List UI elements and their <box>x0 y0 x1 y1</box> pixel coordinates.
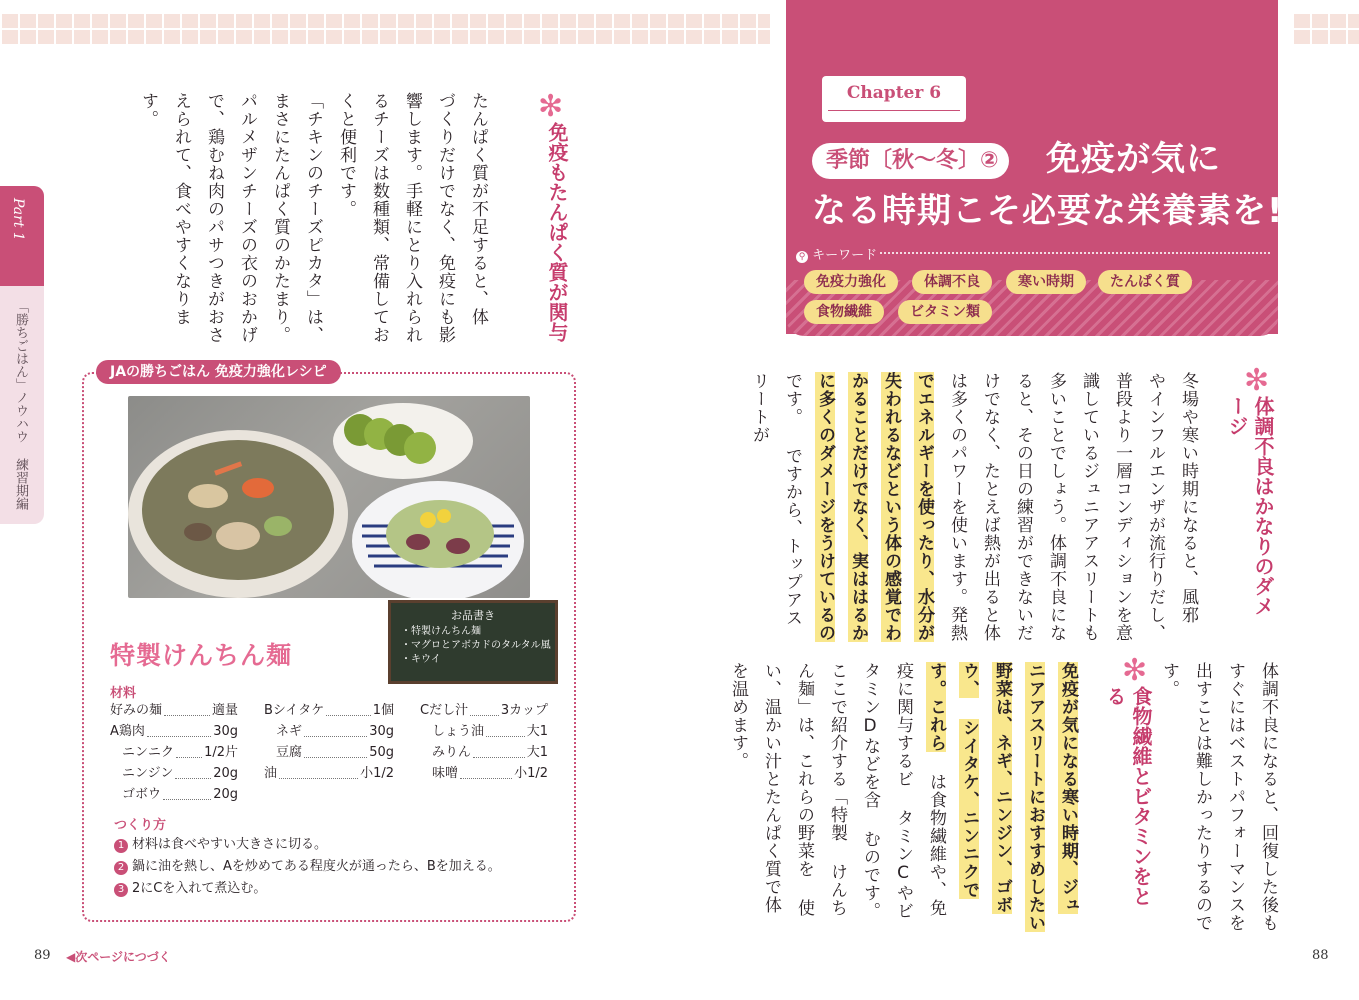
highlighted-line: でエネルギーを使ったり、水分が <box>914 372 934 642</box>
body-line: るチーズは数種類、常備してお <box>369 92 389 344</box>
menu-item: ・特製けんちん麺 <box>401 626 481 637</box>
body-line: です。 <box>782 372 802 426</box>
ingredient-row: みりん 大1 <box>432 745 548 760</box>
chapter-badge: Chapter 6 <box>822 76 966 122</box>
ingredient-row: 油 小1/2 <box>264 766 394 781</box>
body-line: す。 <box>1159 662 1179 698</box>
body-line: で、鶏むね肉のパサつきがおさ <box>204 92 224 344</box>
body-line: たんぱく質が不足すると、体 <box>468 92 488 326</box>
keyword-chip: 寒い時期 <box>1006 270 1086 294</box>
step: 2 鍋に油を熱し、Aを炒めてある程度火が通ったら、Bを加える。 <box>114 856 554 878</box>
keyword-chip: ビタミン類 <box>898 300 992 324</box>
dish-photo <box>128 396 530 598</box>
ingredient-row: Cだし汁 3カップ <box>420 703 548 718</box>
body-line: けでなく、たとえば熱が出ると体 <box>980 372 1000 642</box>
step: 3 2にCを入れて煮込む。 <box>114 878 554 900</box>
part-label: Part 1 <box>10 198 26 241</box>
part-tab-text: 「勝ちごはん」ノウハウ 練習期編 <box>13 300 28 510</box>
ingredient-row: ニンニク 1/2片 <box>122 745 238 760</box>
body-line: タミンCやビタミンDなどを含 <box>860 662 913 920</box>
keyword-label: ⚲ キーワード <box>796 244 877 263</box>
page-title-line1: 免疫が気に <box>1046 139 1221 179</box>
body-line: 冬場や寒い時期になると、風邪 <box>1178 372 1198 624</box>
body-line: パルメザンチーズの衣のおかげ <box>237 92 257 344</box>
body-line: ると、その日の練習ができないだ <box>1013 372 1033 642</box>
keyword-chip: 食物繊維 <box>804 300 884 324</box>
step-number: 3 <box>114 883 128 897</box>
ingredient-row: 味噌 小1/2 <box>432 766 548 781</box>
steps-heading: つくり方 <box>114 818 167 833</box>
ingredient-row: 豆腐 50g <box>276 745 394 760</box>
section-heading-protein: 免疫もたんぱく質が関与 <box>545 122 569 342</box>
asterisk-icon: ✻ <box>1122 653 1148 688</box>
highlighted-line: ニアアスリートにおすすめしたい <box>1025 662 1045 932</box>
body-line: ですから、トップアスリートが <box>749 372 802 627</box>
ingredient-row: 好みの麺 適量 <box>110 703 238 718</box>
ingredient-row: しょう油 大1 <box>432 724 548 739</box>
recipe-label: JAの勝ちごはん 免疫力強化レシピ <box>96 360 341 384</box>
body-line: 体調不良になると、回復した後も <box>1258 662 1278 932</box>
section-body-illness-cont <box>1159 662 1284 934</box>
body-line: やインフルエンザが流行りだし、 <box>1145 372 1165 642</box>
season-badge: 季節〔秋〜冬〕② <box>812 143 1009 179</box>
body-line: は多くのパワーを使います。発熱 <box>947 372 967 642</box>
body-line: すぐにはベストパフォーマンスを <box>1225 662 1245 932</box>
section-body-protein <box>138 92 494 352</box>
ingredient-row: ニンジン 20g <box>122 766 238 781</box>
body-line: けんちん麺」は、これらの野菜を <box>794 662 847 917</box>
menu-board-title: お品書き <box>451 609 495 622</box>
step: 1 材料は食べやすい大きさに切る。 <box>114 834 554 856</box>
highlighted-line: 野菜は、ネギ、ニンジン、ゴボウ、 <box>959 662 1012 914</box>
dish-photo-illustration <box>128 396 530 598</box>
body-line: づくりだけでなく、免疫にも影 <box>435 92 455 344</box>
highlighted-line: かることだけでなく、実ははるか <box>848 372 868 642</box>
body-line: 使い、温かい汁とたんぱく質で体 <box>761 662 814 917</box>
keyword-chip: たんぱく質 <box>1098 270 1192 294</box>
section-body-fiber <box>728 662 1084 934</box>
highlighted-line: に多くのダメージをうけているの <box>815 372 835 642</box>
continue-link[interactable]: ◀次ページにつづく <box>66 950 171 964</box>
keyword-chip: 免疫力強化 <box>804 270 898 294</box>
body-line: 多いことでしょう。体調不良にな <box>1046 372 1066 642</box>
ingredients-col-2 <box>264 700 394 784</box>
top-pattern-right <box>1292 14 1359 46</box>
ingredient-row: ネギ 30g <box>276 724 394 739</box>
keyword-chip: 体調不良 <box>912 270 992 294</box>
ingredients-col-3 <box>420 700 548 784</box>
body-line: 出すことは難しかったりするので <box>1192 662 1212 932</box>
asterisk-icon: ✻ <box>538 89 564 124</box>
highlighted-line: 免疫が気になる寒い時期、ジュ <box>1058 662 1078 914</box>
ingredient-row: ゴボウ 20g <box>122 787 238 802</box>
body-line: を温めます。 <box>728 662 748 770</box>
body-line: まさにたんぱく質のかたまり。 <box>270 92 290 344</box>
section-heading-fiber: 食物繊維とビタミンをとる <box>1103 686 1153 906</box>
asterisk-icon: ✻ <box>1244 363 1270 398</box>
highlighted-line: シイタケ、ニンニクです。これら <box>926 662 979 899</box>
body-line: 普段より一層コンディションを意 <box>1112 372 1132 642</box>
top-pattern-left <box>0 14 770 46</box>
steps-list <box>114 834 554 900</box>
body-line: むのです。ここで紹介する「特製 <box>827 662 880 920</box>
step-number: 2 <box>114 861 128 875</box>
body-line: 響します。手軽にとり入れられ <box>402 92 422 344</box>
section-body-illness <box>749 372 1204 644</box>
page-number-left: 89 <box>34 948 51 963</box>
body-line: えられて、食べやすくなります。 <box>138 92 191 326</box>
page-number-right: 88 <box>1312 948 1329 963</box>
body-line: は食物繊維や、免疫に関与するビ <box>893 662 946 917</box>
search-icon: ⚲ <box>796 251 808 263</box>
body-line: くと便利です。 <box>336 92 356 218</box>
dish-title: 特製けんちん麺 <box>110 641 293 670</box>
ingredient-row: Bシイタケ 1個 <box>264 703 394 718</box>
ingredient-row: A鶏肉 30g <box>110 724 238 739</box>
body-line: 「チキンのチーズピカタ」は、 <box>303 92 323 344</box>
section-heading-illness: 体調不良はかなりのダメージ <box>1225 396 1275 616</box>
menu-item: ・キウイ <box>401 654 441 665</box>
step-number: 1 <box>114 839 128 853</box>
keyword-divider <box>880 252 1270 254</box>
highlighted-line: 失われるなどという体の感覚でわ <box>881 372 901 642</box>
page-title-line2: なる時期こそ必要な栄養素を! <box>812 191 1284 231</box>
ingredients-heading: 材料 <box>110 686 137 701</box>
body-line: 識しているジュニアアスリートも <box>1079 372 1099 642</box>
ingredients-col-1 <box>110 700 238 805</box>
menu-item: ・マグロとアボカドのタルタル風 <box>401 640 551 651</box>
menu-board <box>388 600 558 684</box>
